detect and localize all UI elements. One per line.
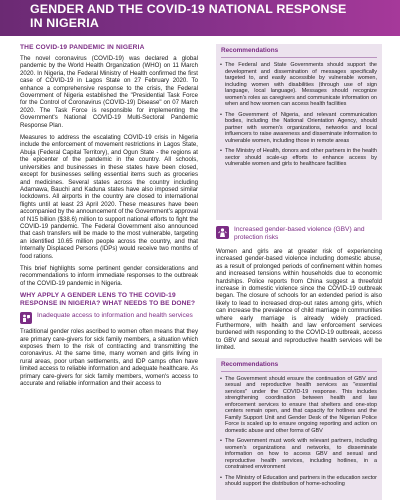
- left-column: [20, 44, 198, 500]
- page-title-line2: IN NIGERIA: [30, 16, 99, 30]
- recommendation-item: • The Federal and State Governments should support the development and dissemination of messages specifically targeted to, and easily accessible by vulnerable women, including women with disabilities (through use of sign language, local language). Messages should recognize women's roles as caregivers and communicate information on when and how women can access health facilities: [221, 62, 377, 108]
- recommendation-item: • The Government of Nigeria, and relevant communication bodies, including the National Orientation Agency, should partner with women's organizations, networks and local influencers to raise awareness and disseminate information to vulnerable women, including those in remote areas: [221, 112, 377, 145]
- subheading-gender-lens: WHY APPLY A GENDER LENS TO THE COVID-19 RESPONSE IN NIGERIA? WHAT NEEDS TO BE DONE?: [20, 292, 196, 308]
- right-column: [216, 44, 382, 500]
- paragraph-brief: This brief highlights some pertinent gender considerations and recommendations to inform immediate responses to the outbreak of the COVID-19 pandemic in Nigeria.: [20, 264, 198, 287]
- issue-heading-information: [20, 312, 198, 324]
- issue-label-information: Inadequate access to information and health services: [37, 312, 193, 320]
- page-title-line1: GENDER AND THE COVID-19 NATIONAL RESPONSE: [30, 2, 347, 16]
- gbv-protection-icon: [216, 226, 229, 239]
- recommendations-box-gbv: [216, 358, 382, 500]
- recommendation-item: • The Ministry of Education and partners in the education sector should support the distribution of home-schooling: [221, 475, 377, 488]
- section-heading-pandemic: THE COVID-19 PANDEMIC IN NIGERIA: [20, 44, 145, 51]
- paragraph-intro: The novel coronavirus (COVID-19) was declared a global pandemic by the World Health Organization (WHO) on 11 March 2020. In Nigeria, the Federal Ministry of Health confirmed the first case of COVID-19 in Lagos State on 27 February 2020. To enhance a comprehensive response to the crisis, the Federal Government of Nigeria established the "Presidential Task Force for the Control of Coronavirus (COVID-19) Disease" on 07 March 2020. The Task Force is responsible for implementing the Government's National COVID-19 Multi-Sectoral Pandemic Response Plan.: [20, 55, 198, 129]
- recommendation-item: • The Government should ensure the continuation of GBV and sexual and reproductive health services as "essential services" under the COVID-19 response. This includes strengthening coordination between health and law enforcement services to ensure that shelters and one-stop centers remain open, and that capacity for hotlines and the Family Support Unit and Gender Desk of the Nigerian Police Force is scaled up to ensure ongoing reporting and action on domestic abuse and other forms of GBV: [221, 376, 377, 435]
- recommendations-title: Recommendations: [221, 361, 377, 372]
- paragraph-measures: Measures to address the escalating COVID-19 crisis in Nigeria include the enforcement of movement restrictions in Lagos State, Abuja (Federal Capital Territory), and Ogun State - the regions at the epicenter of the pandemic in the country. All schools, universities and businesses in these states have been closed, except for businesses selling essential items such as groceries and medicines. Several states across the country including Adamawa, Bauchi and Kaduna states have also imposed similar lockdowns. All airports in the country are closed to international flights until at least 23 April 2020. These measures have been accompanied by the announcement of the Government's approval of N15 billion ($38.6) million to support national efforts to fight the COVID-19 pandemic. The Federal Government also announced that cash transfers will be made to the most vulnerable, targeting an identified 10.65 million people across the country, and that Internally Displaced Persons (IDPs) would receive two months of food rations.: [20, 134, 198, 260]
- recommendation-item: • The Government must work with relevant partners, including women's organizations and networks, to disseminate information on how to access GBV and sexual and reproductive health services, including hotlines, in a constrained environment: [221, 438, 377, 471]
- recommendations-box-information: [216, 44, 382, 220]
- paragraph-gbv: Women and girls are at greater risk of experiencing increased gender-based violence including domestic abuse, as a result of prolonged periods of confinement within homes and increased tensions within households due to economic hardships. Police reports from China suggest a threefold increase in domestic violence since the COVID-19 outbreak began. The closure of schools for an extended period is also likely to lead to increased drop-out rates among girls, which can increase the prevalence of child marriage in communities where early marriage is already widely practiced. Furthermore, with health and law enforcement services burdened with responding to the COVID-19 outbreak, access to GBV and sexual and reproductive health services will be limited.: [216, 248, 382, 352]
- page-title: [30, 2, 375, 30]
- issue-heading-gbv: [216, 226, 382, 242]
- header-banner: [0, 0, 400, 36]
- recommendation-item: • The Ministry of Health, donors and other partners in the health sector should scale-up efforts to enhance access by vulnerable women and girls to healthcare facilities: [221, 148, 377, 168]
- issue-label-gbv: Increased gender-based violence (GBV) and protection risks: [234, 226, 365, 241]
- recommendations-title: Recommendations: [221, 47, 377, 58]
- information-health-icon: [20, 312, 32, 324]
- paragraph-caregivers: Traditional gender roles ascribed to women often means that they are primary care-givers for sick family members, a situation which exposes them to the risk of contracting and transmitting the coronavirus. At the same time, many women and girls living in rural areas, poor urban settlements, and IDP camps often have limited access to reliable information and adequate healthcare. As primary care-givers for sick family members, women's access to accurate and reliable information and their access to: [20, 328, 198, 388]
